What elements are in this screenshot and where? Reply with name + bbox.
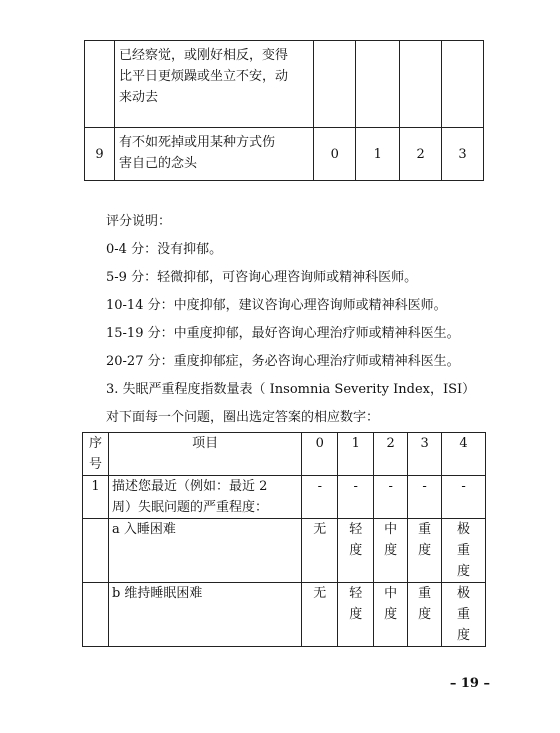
table-row — [85, 41, 484, 128]
header-col: 3 — [408, 433, 442, 476]
scoring-item: 20-27 分：重度抑郁症，务必咨询心理治疗师或精神科医生。 — [106, 354, 460, 369]
scoring-heading: 评分说明： — [106, 214, 172, 229]
header-col: 1 — [338, 433, 374, 476]
page-number: – 19 – — [449, 676, 490, 691]
row-number — [83, 519, 109, 583]
option-cell: 无 — [302, 583, 338, 647]
option-cell: 中度 — [374, 583, 408, 647]
dash-cell: - — [374, 476, 408, 519]
score-cell — [400, 41, 442, 128]
dash-cell: - — [442, 476, 486, 519]
option-cell: 重度 — [408, 519, 442, 583]
score-cell: 3 — [442, 128, 484, 181]
header-col: 4 — [442, 433, 486, 476]
row-number: 9 — [85, 128, 115, 181]
option-cell: 极重度 — [442, 519, 486, 583]
table-row — [83, 519, 486, 583]
option-cell: 重度 — [408, 583, 442, 647]
scoring-item: 0-4 分：没有抑郁。 — [106, 242, 223, 257]
header-col: 0 — [302, 433, 338, 476]
header-item: 项目 — [108, 433, 301, 476]
section-title: 3. 失眠严重程度指数量表（ Insomnia Severity Index，ISI） — [106, 382, 476, 397]
header-col: 2 — [374, 433, 408, 476]
phq-table — [84, 40, 484, 181]
table-row — [85, 128, 484, 181]
option-cell: 无 — [302, 519, 338, 583]
row-number — [83, 583, 109, 647]
score-cell: 0 — [314, 128, 356, 181]
header-num: 序号 — [83, 433, 109, 476]
score-cell: 1 — [356, 128, 400, 181]
score-cell — [314, 41, 356, 128]
dash-cell: - — [302, 476, 338, 519]
isi-table — [82, 432, 486, 647]
scoring-item: 5-9 分：轻微抑郁，可咨询心理咨询师或精神科医师。 — [106, 270, 418, 285]
row-number: 1 — [83, 476, 109, 519]
question-text: 描述您最近（例如：最近 2 周）失眠问题的严重程度： — [108, 476, 301, 519]
option-cell: 极重度 — [442, 583, 486, 647]
table-row — [83, 583, 486, 647]
option-cell: 轻度 — [338, 519, 374, 583]
sub-item-label: b 维持睡眠困难 — [108, 583, 301, 647]
score-cell — [356, 41, 400, 128]
dash-cell: - — [338, 476, 374, 519]
scoring-item: 10-14 分：中度抑郁，建议咨询心理咨询师或精神科医师。 — [106, 298, 447, 313]
table-row — [83, 476, 486, 519]
score-cell — [442, 41, 484, 128]
instruction-text: 对下面每一个问题，圈出选定答案的相应数字： — [106, 410, 380, 425]
scoring-item: 15-19 分：中重度抑郁，最好咨询心理治疗师或精神科医生。 — [106, 326, 460, 341]
dash-cell: - — [408, 476, 442, 519]
row-number — [85, 41, 115, 128]
question-text: 有不如死掉或用某种方式伤 害自己的念头 — [114, 128, 313, 181]
score-cell: 2 — [400, 128, 442, 181]
option-cell: 中度 — [374, 519, 408, 583]
table-header-row — [83, 433, 486, 476]
sub-item-label: a 入睡困难 — [108, 519, 301, 583]
question-text: 已经察觉，或刚好相反，变得 比平日更烦躁或坐立不安，动 来动去 — [114, 41, 313, 128]
option-cell: 轻度 — [338, 583, 374, 647]
